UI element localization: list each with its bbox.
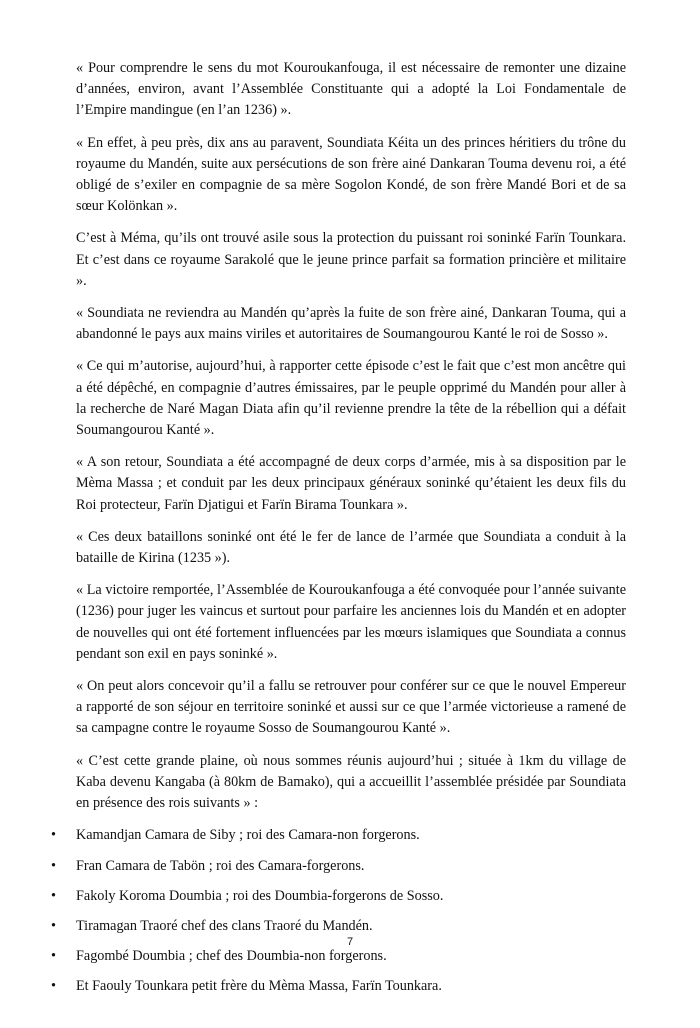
bullet-marker: •: [51, 857, 56, 874]
kings-list: [51, 825, 626, 997]
bullet-marker: •: [51, 948, 56, 965]
list-item-text: Fran Camara de Tabön ; roi des Camara-forgerons.: [76, 857, 365, 874]
bullet-marker: •: [51, 917, 56, 934]
bullet-marker: •: [51, 827, 56, 844]
list-item: [51, 856, 626, 877]
page-number: 7: [346, 936, 354, 948]
list-item-text: Et Faouly Tounkara petit frère du Mèma Massa, Farïn Tounkara.: [76, 978, 442, 995]
list-item: [51, 976, 626, 997]
paragraph-2: « En effet, à peu près, dix ans au paravent, Soundiata Kéita un des princes héritiers du trône du royaume du Mandén, suite aux persécutions de son frère ainé Dankaran Touma devenu roi, a été obligé de s’exiler en compagnie de sa mère Sogolon Kondé, de son frère Mandé Bori et de sa sœur Kolönkan ».: [76, 134, 626, 215]
paragraph-7: « Ces deux bataillons soninké ont été le fer de lance de l’armée que Soundiata a conduit à la bataille de Kirina (1235 »).: [76, 528, 626, 567]
paragraph-4: « Soundiata ne reviendra au Mandén qu’après la fuite de son frère ainé, Dankaran Touma, qui a abandonné le pays aux mains viriles et autoritaires de Soumangourou Kanté le roi de Sosso ».: [76, 305, 626, 343]
paragraph-5: « Ce qui m’autorise, aujourd’hui, à rapporter cette épisode c’est le fait que c’est mon ancêtre qui a été dépêché, en compagnie d’autres émissaires, par le peuple opprimé du Mandén pour aller à la recherche de Naré Magan Diata afin qu’il revienne prendre la tête de la rébellion qui a défait Soumangourou Kanté ».: [76, 358, 626, 439]
paragraph-1: « Pour comprendre le sens du mot Kouroukanfouga, il est nécessaire de remonter une dizaine d’années, environ, avant l’Assemblée Constituante qui a adopté la Loi Fondamentale de l’Empire mandingue (en l’an 1236) ».: [76, 60, 626, 119]
document-page: [51, 58, 626, 1007]
paragraph-3: C’est à Méma, qu’ils ont trouvé asile sous la protection du puissant roi soninké Farïn Tounkara. Et c’est dans ce royaume Sarakolé que le jeune prince parfait sa formation princière et militaire ».: [76, 230, 626, 289]
paragraph-8: « La victoire remportée, l’Assemblée de Kouroukanfouga a été convoquée pour l’année suivante (1236) pour juger les vaincus et surtout pour parfaire les anciennes lois du Mandén et en adopter de nouvelles qui ont été fortement influencées par les mœurs islamiques que Soundiata a connus pendant son exil en pays soninké ».: [76, 582, 626, 662]
list-item-text: Fakoly Koroma Doumbia ; roi des Doumbia-forgerons de Sosso.: [76, 887, 444, 904]
list-item: [51, 946, 626, 967]
paragraph-6: « A son retour, Soundiata a été accompagné de deux corps d’armée, mis à sa disposition par le Mèma Massa ; et conduit par les deux principaux généraux soninké qu’étaient les deux fils du Roi protecteur, Farïn Djatigui et Farïn Birama Tounkara ».: [76, 454, 626, 513]
list-item-text: Tiramagan Traoré chef des clans Traoré du Mandén.: [76, 917, 373, 934]
list-item-text: Fagombé Doumbia ; chef des Doumbia-non forgerons.: [76, 948, 387, 965]
paragraph-10: « C’est cette grande plaine, où nous sommes réunis aujourd’hui ; située à 1km du village de Kaba devenu Kangaba (à 80km de Bamako), qui a accueillit l’assemblée présidée par Soundiata en présence des rois suivants » :: [76, 752, 626, 812]
list-item: [51, 886, 626, 907]
list-item: [51, 916, 626, 937]
paragraph-9: « On peut alors concevoir qu’il a fallu se retrouver pour conférer sur ce que le nouvel Empereur a rapporté de son séjour en territoire soninké et aussi sur ce que l’armée victorieuse a ramené de sa campagne contre le royaume Sosso de Soumangourou Kanté ».: [76, 678, 626, 737]
list-item-text: Kamandjan Camara de Siby ; roi des Camara-non forgerons.: [76, 827, 420, 844]
bullet-marker: •: [51, 887, 56, 904]
list-item: [51, 825, 626, 846]
bullet-marker: •: [51, 978, 56, 995]
